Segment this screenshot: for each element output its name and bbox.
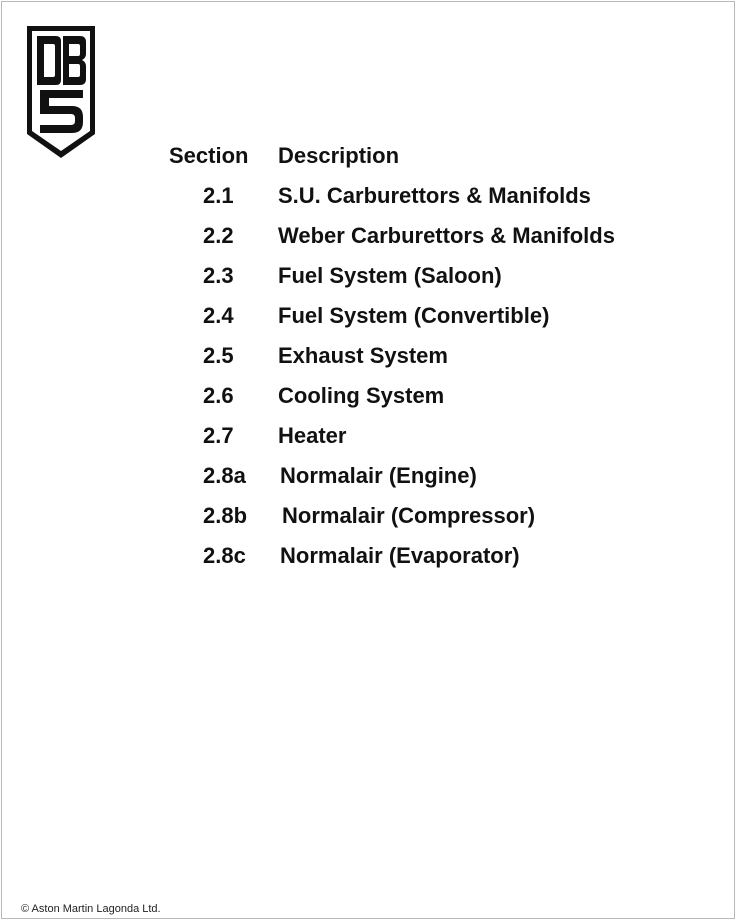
table-row bbox=[169, 262, 689, 302]
table-row bbox=[169, 502, 689, 542]
section-description: Normalair (Compressor) bbox=[282, 503, 536, 528]
section-number: 2.5 bbox=[203, 343, 234, 368]
table-row bbox=[169, 462, 689, 502]
db5-logo bbox=[25, 24, 97, 160]
section-number: 2.2 bbox=[203, 223, 234, 248]
copyright-footer: © Aston Martin Lagonda Ltd. bbox=[21, 903, 161, 915]
section-number: 2.1 bbox=[203, 183, 234, 208]
section-number: 2.8a bbox=[203, 463, 246, 488]
section-description: S.U. Carburettors & Manifolds bbox=[278, 183, 591, 208]
section-description: Fuel System (Convertible) bbox=[278, 303, 550, 328]
section-number: 2.6 bbox=[203, 383, 234, 408]
table-row bbox=[169, 382, 689, 422]
table-row bbox=[169, 182, 689, 222]
section-table bbox=[169, 142, 689, 582]
section-number: 2.8c bbox=[203, 543, 246, 568]
section-number: 2.3 bbox=[203, 263, 234, 288]
section-description: Cooling System bbox=[278, 383, 445, 408]
section-description: Normalair (Engine) bbox=[280, 463, 477, 488]
section-description: Normalair (Evaporator) bbox=[280, 543, 520, 568]
section-description: Exhaust System bbox=[278, 343, 448, 368]
table-header-row bbox=[169, 142, 689, 182]
document-page bbox=[1, 1, 735, 919]
section-number: 2.7 bbox=[203, 423, 234, 448]
table-row bbox=[169, 302, 689, 342]
section-description: Weber Carburettors & Manifolds bbox=[278, 223, 615, 248]
table-row bbox=[169, 542, 689, 582]
description-column-header: Description bbox=[278, 143, 400, 168]
table-row bbox=[169, 422, 689, 462]
section-description: Heater bbox=[278, 423, 347, 448]
section-column-header: Section bbox=[169, 143, 249, 168]
table-row bbox=[169, 342, 689, 382]
table-row bbox=[169, 222, 689, 262]
section-number: 2.4 bbox=[203, 303, 234, 328]
section-number: 2.8b bbox=[203, 503, 248, 528]
section-description: Fuel System (Saloon) bbox=[278, 263, 502, 288]
